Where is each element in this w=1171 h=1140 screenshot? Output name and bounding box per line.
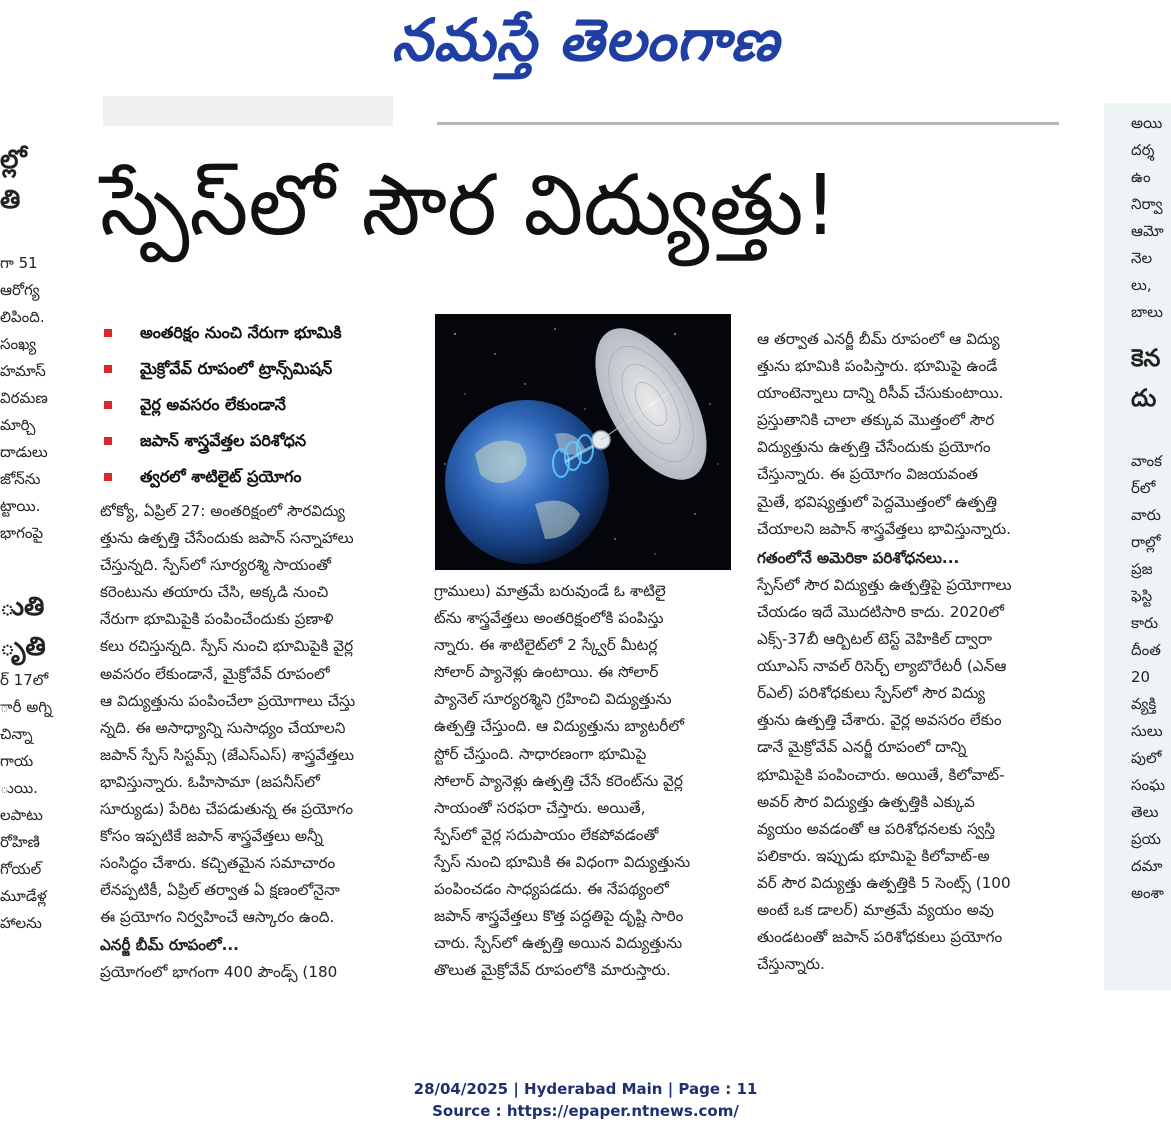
right-fragment-line: వాంక: [1131, 452, 1162, 470]
subheading: ఎనర్జీ బీమ్ రూపంలో...: [100, 935, 239, 954]
left-fragment-line: తి: [0, 185, 21, 215]
right-fragment-line: దీంత: [1131, 641, 1161, 659]
highlight-item: [100, 315, 420, 351]
left-fragment-line: ర్ 17లో: [0, 671, 49, 689]
left-fragment-line: లపాటు: [0, 806, 43, 824]
highlight-text: మైక్రోవేవ్ రూపంలో ట్రాన్స్‌మిషన్: [140, 359, 333, 378]
newspaper-logo: నమస్తే తెలంగాణ: [391, 6, 780, 74]
text-line: డానే మైక్రోవేవ్ ఎనర్జీ రూపంలో దాన్ని: [757, 738, 967, 757]
footer-date-edition: 28/04/2025 | Hyderabad Main | Page : 11: [413, 1080, 758, 1098]
text-line: సోలార్ ప్యానెళ్లు ఉత్పత్తి చేసే కరెంట్‌ను వైర్ల: [434, 771, 683, 790]
text-line: ట్‌ను శాస్త్రవేత్తలు అంతరిక్షంలోకి పంపిస్తు: [434, 609, 664, 628]
right-fragment-line: వారు: [1131, 506, 1161, 524]
right-fragment-line: అయి: [1131, 114, 1163, 132]
text-line: ప్రయోగంలో భాగంగా 400 పౌండ్స్ (180: [100, 962, 338, 981]
text-line: సంసిద్ధం చేశారు. కచ్చితమైన సమాచారం: [100, 854, 336, 873]
text-line: స్టోర్ చేస్తుంది. సాధారణంగా భూమిపై: [434, 744, 647, 763]
text-line: సూర్యుడు) పేరిట చేపడుతున్న ఈ ప్రయోగం: [100, 800, 354, 819]
text-line: ప్యానెల్ సూర్యరశ్మిని గ్రహించి విద్యుత్తును: [434, 690, 672, 709]
left-fragment-line: దాడులు: [0, 443, 48, 461]
right-fragment-line: సంఘ: [1131, 776, 1166, 794]
left-fragment-line: మార్చి: [0, 416, 36, 434]
text-line: జపాన్ శాస్త్రవేత్తలు కొత్త పద్ధతిపై దృష్టి సారిం: [434, 907, 684, 926]
text-line: స్పేస్ నుంచి భూమికి ఈ విధంగా విద్యుత్తును: [434, 852, 691, 871]
text-line: త్తును భూమికి పంపిస్తారు. భూమిపై ఉండే: [757, 357, 998, 376]
left-fragment-line: రోహిణి: [0, 833, 40, 851]
highlights-list: [100, 315, 420, 495]
right-fragment-line: కెన: [1131, 344, 1161, 372]
right-fragment-line: దమా: [1131, 857, 1163, 875]
right-fragment-line: దర్శ: [1131, 141, 1155, 159]
red-square-bullet-icon: [104, 401, 112, 409]
right-fragment-line: బాలు: [1131, 303, 1163, 321]
right-fragment-line: పులో: [1131, 749, 1162, 767]
highlight-text: వైర్ల అవసరం లేకుండానే: [140, 395, 286, 414]
subheading: గతంలోనే అమెరికా పరిశోధనలు...: [757, 548, 960, 567]
right-fragment-line: ప్రజ: [1131, 560, 1153, 578]
text-line: కరెంటును తయారు చేసి, అక్కడి నుంచి: [100, 583, 329, 602]
right-fragment-line: రాల్లో: [1131, 533, 1161, 551]
right-fragment-line: సులు: [1131, 722, 1163, 740]
left-fragment-line: జోన్‌ను: [0, 470, 41, 488]
right-fragment-line: ఉం: [1131, 168, 1151, 186]
article-headline: స్పేస్‌లో సౌర విద్యుత్తు!: [100, 156, 838, 254]
red-square-bullet-icon: [104, 437, 112, 445]
highlight-item: [100, 459, 420, 495]
left-fragment-line: ారీ అగ్ని: [0, 698, 53, 716]
right-fragment-line: నెల: [1131, 249, 1153, 267]
text-line: అంటే ఒక డాలర్) మాత్రమే వ్యయం అవు: [757, 900, 994, 919]
red-square-bullet-icon: [104, 473, 112, 481]
highlight-item: [100, 387, 420, 423]
article-column-3: [757, 326, 1059, 978]
text-line: స్పేస్‌లో సౌర విద్యుత్తు ఉత్పత్తిపై ప్రయోగాలు: [757, 575, 1012, 594]
right-fragment-line: అంశా: [1131, 884, 1164, 902]
text-line: భూమిపైకి పంపించారు. అయితే, కిలోవాట్-: [757, 765, 1005, 784]
text-line: త్తును ఉత్పత్తి చేశారు. వైర్ల అవసరం లేకుం: [757, 711, 1002, 730]
left-fragment-line: గా 51: [0, 254, 38, 272]
text-line: వ్యయం అవడంతో ఆ పరిశోధనలకు స్వస్తి: [757, 819, 996, 838]
left-fragment-line: గోయల్: [0, 860, 42, 878]
page-footer: [0, 1078, 1171, 1122]
left-fragment-line: ుతి: [0, 592, 45, 622]
left-fragment-line: మూడేళ్ల: [0, 887, 47, 905]
text-line: న్నది. ఈ అసాధ్యాన్ని సుసాధ్యం చేయాలని: [100, 718, 346, 737]
red-square-bullet-icon: [104, 365, 112, 373]
article-column-1: [100, 498, 405, 986]
text-line: ఈ ప్రయోగం నిర్వహించే ఆస్కారం ఉంది.: [100, 908, 335, 927]
text-line: కలు రచిస్తున్నది. స్పేస్ నుంచి భూమిపైకి వైర్ల: [100, 637, 354, 656]
right-fragment-line: దు: [1131, 384, 1157, 412]
text-line: ఆ తర్వాత ఎనర్జీ బీమ్ రూపంలో ఆ విద్యు: [757, 330, 1000, 348]
top-rule: [437, 122, 1059, 125]
text-line: త్తును ఉత్పత్తి చేసేందుకు జపాన్ సన్నాహాలు: [100, 529, 354, 548]
left-fragment-line: భాగంపై: [0, 524, 44, 542]
text-line: అవర్ సౌర విద్యుత్తు ఉత్పత్తికి ఎక్కువ: [757, 792, 975, 811]
left-fragment-line: సంఖ్య: [0, 335, 37, 353]
text-line: న్నారు. ఈ శాటిలైట్‌లో 2 స్క్వేర్ మీటర్ల: [434, 636, 658, 655]
left-fragment-line: హమాస్: [0, 362, 46, 380]
right-fragment-line: వ్యక్తి: [1131, 695, 1157, 713]
text-line: భావిస్తున్నారు. ఓహిసామా (జపనీస్‌లో: [100, 772, 320, 791]
text-line: కోసం ఇప్పటికే జపాన్ శాస్త్రవేత్తలు అన్నీ: [100, 827, 323, 846]
highlight-text: త్వరలో శాటిలైట్ ప్రయోగం: [140, 467, 302, 486]
left-fragment-line: గాయ: [0, 752, 34, 770]
text-line: చారు. స్పేస్‌లో ఉత్పత్తి అయిన విద్యుత్తును: [434, 934, 683, 953]
red-square-bullet-icon: [104, 329, 112, 337]
highlight-text: జపాన్ శాస్త్రవేత్తల పరిశోధన: [140, 431, 307, 450]
text-line: విద్యుత్తును ఉత్పత్తి చేసేందుకు ప్రయోగం: [757, 438, 991, 457]
text-line: గ్రాములు) మాత్రమే బరువుండే ఓ శాటిలై: [434, 582, 666, 600]
right-fragment-line: 20: [1131, 668, 1151, 686]
article-column-2: [434, 578, 734, 984]
text-line: లేనప్పటికీ, ఏప్రిల్ తర్వాత ఏ క్షణంలోనైనా: [100, 881, 340, 900]
right-fragment-line: ఆమో: [1131, 222, 1164, 240]
text-line: ప్రస్తుతానికి చాలా తక్కువ మొత్తంలో సౌర: [757, 411, 995, 430]
text-line: స్పేస్‌లో వైర్ల సదుపాయం లేకపోవడంతో: [434, 825, 659, 844]
text-line: ఎక్స్-37బీ ఆర్బిటల్ టెస్ట్ వెహికిల్ ద్వారా: [757, 630, 992, 649]
text-line: పంపించడం సాధ్యపడదు. ఈ నేపథ్యంలో: [434, 880, 669, 899]
text-line: చేస్తున్నారు. ఈ ప్రయోగం విజయవంత: [757, 465, 978, 484]
highlight-text: అంతరిక్షం నుంచి నేరుగా భూమికి: [140, 323, 342, 342]
right-fragment-line: ప్రయ: [1131, 830, 1161, 848]
left-fragment-line: విరమణ: [0, 389, 48, 407]
right-fragment-line: కారు: [1131, 614, 1159, 632]
text-line: సాయంతో సరఫరా చేస్తారు. అయితే,: [434, 798, 646, 817]
text-line: సోలార్ ప్యానెళ్లు ఉంటాయి. ఈ సోలార్: [434, 663, 659, 682]
right-fragment-line: ఫెస్టి: [1131, 587, 1153, 605]
left-fragment-line: ఆరోగ్య: [0, 281, 40, 299]
highlight-item: [100, 423, 420, 459]
text-line: చేస్తున్నది. స్పేస్‌లో సూర్యరశ్మి సాయంతో: [100, 556, 331, 575]
right-fragment-line: లు,: [1131, 276, 1152, 294]
text-line: జపాన్ స్పేస్ సిస్టమ్స్ (జేఎస్ఎస్) శాస్త్రవేత్తలు: [100, 745, 354, 764]
left-fragment-line: ృతి: [0, 632, 46, 662]
left-fragment-line: ుయి.: [0, 779, 38, 797]
right-fragment-line: నిర్వా: [1131, 195, 1163, 213]
text-line: యాంటెన్నాలు దాన్ని రిసీవ్ చేసుకుంటాయి.: [757, 384, 1004, 403]
top-strip: [103, 96, 393, 126]
text-line: మైతే, భవిష్యత్తులో పెద్దమొత్తంలో ఉత్పత్తి: [757, 492, 998, 511]
left-fragment-line: చిన్నా: [0, 725, 33, 743]
text-line: టోక్యో, ఏప్రిల్ 27: అంతరిక్షంలో సౌరవిద్యు: [100, 502, 346, 520]
right-fragment-line: తెలు: [1131, 803, 1159, 821]
text-line: పలికారు. ఇప్పుడు భూమిపై కిలోవాట్-అ: [757, 846, 990, 865]
text-line: తుండటంతో జపాన్ పరిశోధకులు ప్రయోగం: [757, 928, 1003, 947]
text-line: చేయాలని జపాన్ శాస్త్రవేత్తలు భావిస్తున్నారు.: [757, 519, 1011, 538]
footer-source-link[interactable]: Source : https://epaper.ntnews.com/: [432, 1102, 739, 1120]
satellite-illustration: [435, 314, 731, 570]
text-line: నేరుగా భూమిపైకి పంపించేందుకు ప్రణాళి: [100, 610, 334, 629]
text-line: యూఎస్ నావల్ రిసెర్చ్ ల్యాబొరేటరీ (ఎన్ఆ: [757, 657, 1007, 676]
left-fragment-line: ల్లో: [0, 145, 27, 175]
text-line: తొలుత మైక్రోవేవ్ రూపంలోకి మారుస్తారు.: [434, 961, 671, 980]
left-fragment-line: హాలను: [0, 914, 42, 932]
text-line: ఉత్పత్తి చేస్తుంది. ఆ విద్యుత్తును బ్యాటరీలో: [434, 717, 684, 736]
text-line: అవసరం లేకుండానే, మైక్రోవేవ్ రూపంలో: [100, 664, 330, 683]
text-line: చేస్తున్నారు.: [757, 955, 825, 974]
text-line: ర్ఎల్) పరిశోధకులు స్పేస్‌లో సౌర విద్యు: [757, 684, 986, 703]
right-column-fragment: [1131, 110, 1171, 907]
text-line: వర్ సౌర విద్యుత్తు ఉత్పత్తికి 5 సెంట్స్ (100: [757, 873, 1011, 892]
left-column-fragment: [0, 140, 62, 937]
text-line: ఆ విద్యుత్తును పంపించేలా ప్రయోగాలు చేస్తు: [100, 691, 356, 710]
masthead: [0, 0, 1171, 90]
right-fragment-line: ర్‌లో: [1131, 479, 1156, 497]
left-fragment-line: ట్టాయి.: [0, 497, 41, 515]
space-solar-satellite-photo: [435, 314, 731, 570]
highlight-item: [100, 351, 420, 387]
text-line: చేయడం ఇదే మొదటిసారి కాదు. 2020లో: [757, 602, 1004, 621]
left-fragment-line: లిపింది.: [0, 308, 45, 326]
